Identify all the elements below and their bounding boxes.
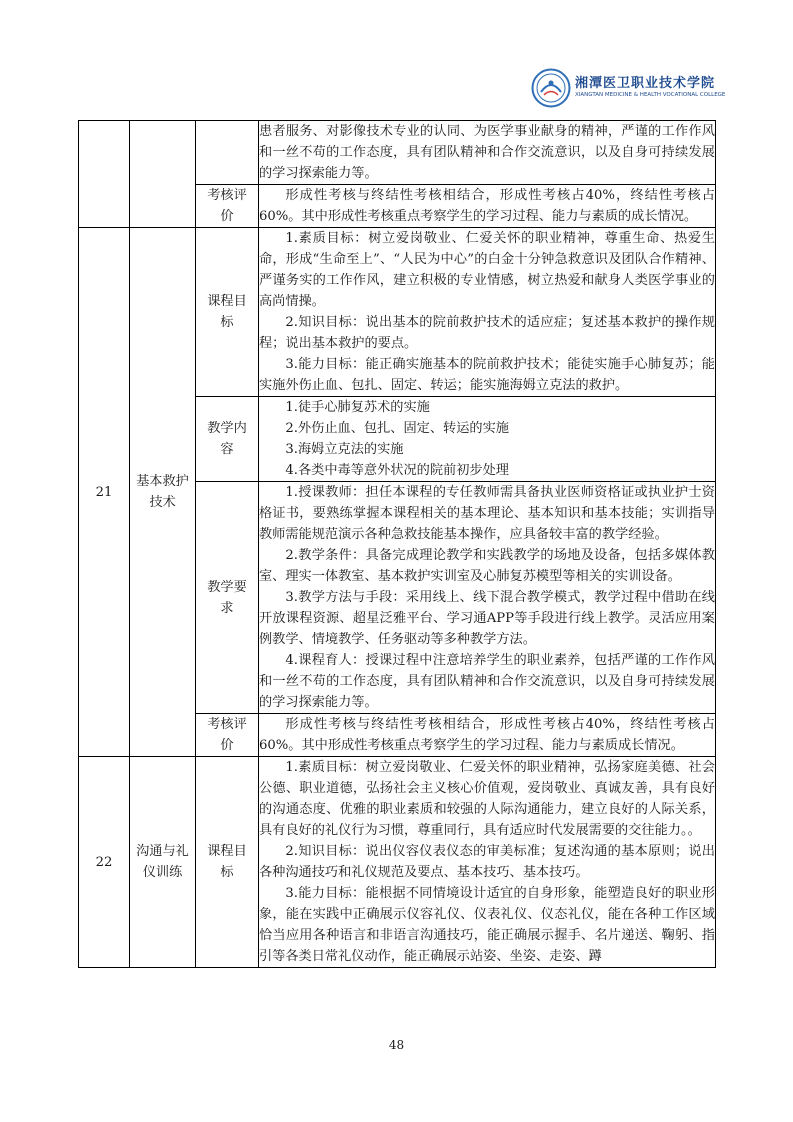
requirement-label: 教学要求 [196, 482, 259, 714]
assessment-text: 形成性考核与终结性考核相结合，形成性考核占40%，终结性考核占60%。其中形成性考核重点考察学生的学习过程、能力与素质的成长情况。 [259, 188, 715, 224]
course-name: 基本救护技术 [130, 228, 196, 757]
row-number: 22 [79, 757, 130, 968]
assessment-content [259, 714, 716, 757]
college-logo [531, 68, 726, 112]
requirement-item: 4.课程育人：授课过程中注意培养学生的职业素养，包括严谨的工作作风和一丝不苟的工作态度，具有团队精神和合作交流意识，以及自身可持续发展的学习探索能力等。 [259, 653, 715, 710]
assessment-label: 考核评价 [196, 185, 259, 228]
content-item: 1.徒手心肺复苏术的实施 [285, 400, 430, 415]
content-item: 3.海姆立克法的实施 [285, 442, 404, 457]
curriculum-table [78, 120, 716, 968]
content-label: 教学内容 [196, 397, 259, 482]
objective-label: 课程目标 [196, 228, 259, 397]
assessment-text: 形成性考核与终结性考核相结合，形成性考核占40%，终结性考核占60%。其中形成性考核重点考察学生的学习过程、能力与素质成长情况。 [259, 717, 715, 753]
objective-item: 3.能力目标：能正确实施基本的院前救护技术；能徒实施手心肺复苏；能实施外伤止血、包扎、固定、转运；能实施海姆立克法的救护。 [259, 357, 715, 393]
course-name: 沟通与礼仪训练 [130, 757, 196, 968]
objective-item: 2.知识目标：说出基本的院前救护技术的适应症；复述基本救护的操作规程；说出基本救护的要点。 [259, 315, 715, 351]
objective-item: 2.知识目标：说出仪容仪表仪态的审美标准；复述沟通的基本原则；说出各种沟通技巧和礼仪规范及要点、基本技巧、基本技巧。 [259, 844, 715, 880]
requirement-item: 1.授课教师：担任本课程的专任教师需具备执业医师资格证或执业护士资格证书，要熟练掌握本课程相关的基本理论、基本知识和基本技能；实训指导教师需能规范演示各种急救技能基本操作，应具备较丰富的教学经验。 [259, 485, 715, 542]
assessment-content [259, 185, 716, 228]
content-item: 4.各类中毒等意外状况的院前初步处理 [285, 463, 509, 478]
table-row [79, 228, 716, 397]
objective-continuation [259, 121, 716, 185]
objective-label: 课程目标 [196, 757, 259, 968]
row-number-cell [79, 121, 130, 228]
course-name-cell [130, 121, 196, 228]
page-number: 48 [388, 1038, 405, 1052]
objective-tail-text: 患者服务、对影像技术专业的认同、为医学事业献身的精神，严谨的工作作风和一丝不苟的工作态度，具有团队精神和合作交流意识，以及自身可持续发展的学习探索能力等。 [259, 124, 715, 181]
objective-item: 3.能力目标：能根据不同情境设计适宜的自身形象，能塑造良好的职业形象，能在实践中正确展示仪容礼仪、仪表礼仪、仪态礼仪，能在各种工作区域恰当应用各种语言和非语言沟通技巧，能正确展示握手、名片递送、鞠躬、指引等各类日常礼仪动作，能正确展示站姿、坐姿、走姿、蹲 [259, 886, 715, 964]
teaching-content [259, 397, 716, 482]
table-row [79, 757, 716, 968]
teaching-requirements [259, 482, 716, 714]
objective-item: 1.素质目标：树立爱岗敬业、仁爱关怀的职业精神，弘扬家庭美德、社会公德、职业道德，弘扬社会主义核心价值观，爱岗敬业、真诚友善，具有良好的沟通态度、优雅的职业素质和较强的人际沟通能力，建立良好的人际关系，具有良好的礼仪行为习惯，尊重同行，具有适应时代发展需要的交往能力。。 [259, 760, 715, 838]
row-number: 21 [79, 228, 130, 757]
objective-content [259, 228, 716, 397]
college-emblem-icon [531, 68, 571, 108]
college-name-cn: 湘潭医卫职业技术学院 [575, 76, 716, 91]
content-item: 2.外伤止血、包扎、固定、转运的实施 [285, 421, 509, 436]
college-name-en: XIANGTAN MEDICINE & HEALTH VOCATIONAL COLLEGE [575, 92, 726, 98]
objective-item: 1.素质目标：树立爱岗敬业、仁爱关怀的职业精神，尊重生命、热爱生命，形成“生命至上”、“人民为中心”的白金十分钟急救意识及团队合作精神、严谨务实的工作作风，建立积极的专业情感，树立热爱和献身人类医学事业的高尚情操。 [259, 231, 715, 309]
assessment-label: 考核评价 [196, 714, 259, 757]
table-row [79, 121, 716, 185]
objective-content [259, 757, 716, 968]
requirement-item: 2.教学条件：具备完成理论教学和实践教学的场地及设备，包括多媒体教室、理实一体教室、基本救护实训室及心肺复苏模型等相关的实训设备。 [259, 548, 715, 584]
requirement-item: 3.教学方法与手段：采用线上、线下混合教学模式，教学过程中借助在线开放课程资源、超星泛雅平台、学习通APP等手段进行线上教学。灵活应用案例教学、情境教学、任务驱动等多种教学方法。 [259, 590, 715, 647]
row-label-cell [196, 121, 259, 185]
